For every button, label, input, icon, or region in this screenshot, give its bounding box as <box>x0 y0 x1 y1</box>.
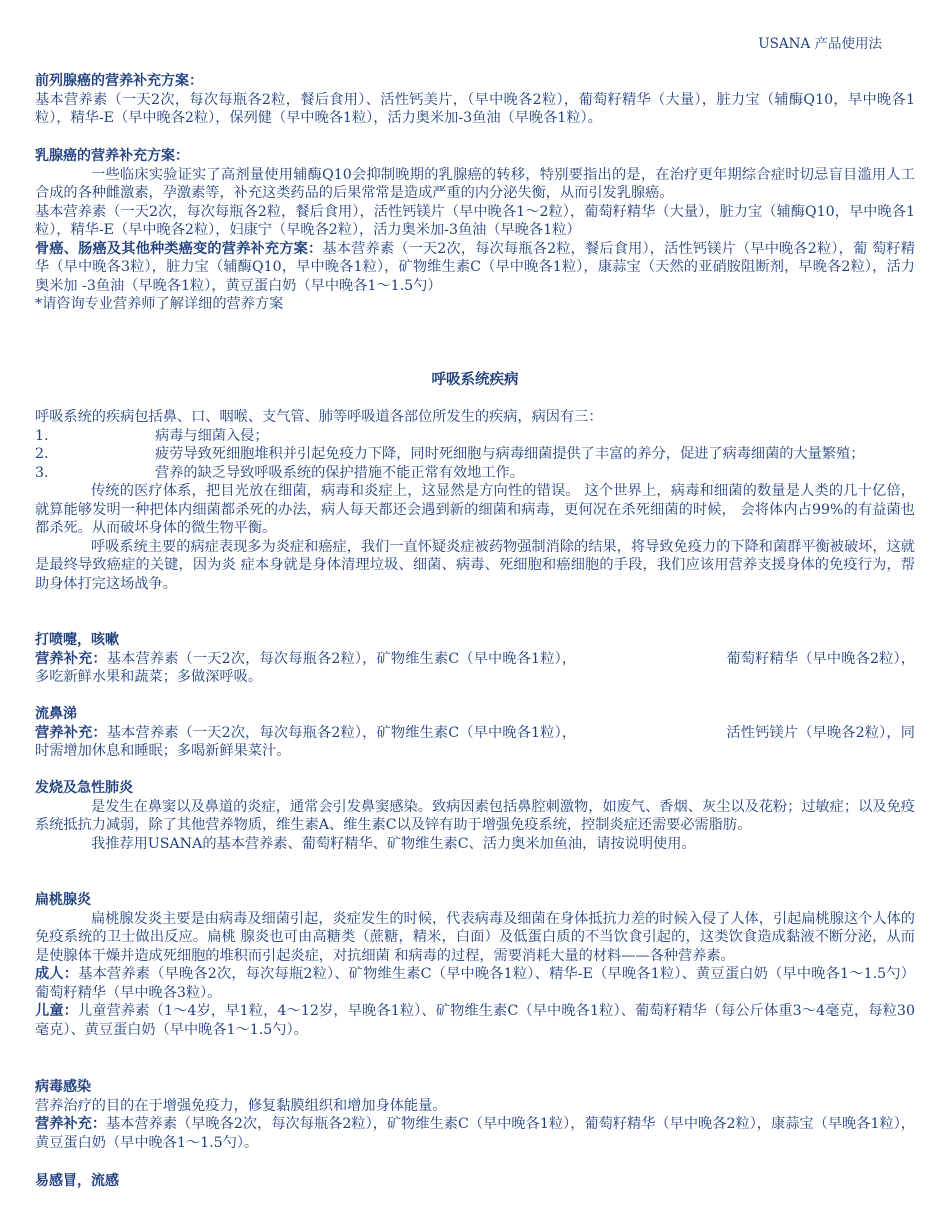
sneeze-section <box>35 631 915 687</box>
page-header: USANA 产品使用法 <box>758 36 882 52</box>
runny-text-part: 基本营养素（一天2次，每次每瓶各2粒），矿物维生素C（早中晚各1粒）， <box>106 724 577 741</box>
tonsil-adult <box>35 965 915 1002</box>
respiratory-intro: 呼吸系统的疾病包括鼻、口、咽喉、支气管、肺等呼吸道各部位所发生的疾病，病因有三： <box>35 409 603 425</box>
virus-text-part: 基本营养素（早晚各2次，每次每瓶各2粒），矿物维生素C（早中晚各1粒），葡萄籽精华（早中晚各2粒），康蒜宝（早晚各1粒），黄豆蛋白奶（早中晚各1～1.5勺）。 <box>35 1116 915 1151</box>
fever-paragraph: 我推荐用USANA的基本营养素、葡萄籽精华、矿物维生素C、活力奥米加鱼油，请按说明使用。 <box>91 835 696 852</box>
nutrition-label: 营养补充： <box>35 724 107 741</box>
cause-text: 营养的缺乏导致呼吸系统的保护措施不能正常有效地工作。 <box>155 464 524 481</box>
sneeze-text-part: 基本营养素（一天2次，每次每瓶各2粒），矿物维生素C（早中晚各1粒）， <box>106 650 577 667</box>
breast-section <box>35 147 915 314</box>
breast-title: 乳腺癌的营养补充方案： <box>35 148 189 164</box>
tonsil-section <box>35 891 915 1039</box>
prostate-title: 前列腺癌的营养补充方案： <box>35 73 203 89</box>
fever-paragraph: 是发生在鼻窦以及鼻道的炎症，通常会引发鼻窦感染。致病因素包括鼻腔刺激物，如废气、香烟、灰尘以及花粉；过敏症；以及免疫系统抵抗力减弱，除了其他营养物质，维生素A、维生素C以及锌有助于增强免疫系统，控制炎症还需要必需脂肪。 <box>35 798 915 833</box>
fever-title: 发烧及急性肺炎 <box>35 780 133 796</box>
virus-title: 病毒感染 <box>35 1079 91 1095</box>
virus-text <box>35 1115 915 1152</box>
cause-text: 病毒与细菌入侵； <box>155 427 269 444</box>
bone-title: 骨癌、肠癌及其他种类癌变的营养补充方案： <box>35 240 323 257</box>
tonsil-title: 扁桃腺炎 <box>35 892 91 908</box>
sneeze-text <box>35 650 915 687</box>
runny-title: 流鼻涕 <box>35 706 77 722</box>
cold-section <box>35 1172 915 1191</box>
respiratory-paragraph: 呼吸系统主要的病症表现多为炎症和癌症，我们一直怀疑炎症被药物强制消除的结果，将导致免疫力的下降和菌群平衡被破坏，这就是最终导致癌症的关键，因为炎 症本身就是身体清理垃圾、细菌、病毒、死细胞和癌细胞的手段，我们应该用营养支援身体的免疫行为，帮助身体打完这场战争。 <box>35 538 915 592</box>
fever-section <box>35 779 915 853</box>
child-label: 儿童： <box>35 1003 78 1019</box>
runny-section <box>35 705 915 761</box>
bone-paragraph <box>35 240 915 296</box>
prostate-section <box>35 72 915 128</box>
sneeze-text-part: （早中晚各2粒），多吃新鲜水果和蔬菜；多做深呼吸。 <box>35 650 915 685</box>
respiratory-title: 呼吸系统疾病 <box>431 372 519 388</box>
adult-label: 成人： <box>35 966 79 982</box>
breast-intro: 一些临床实验证实了高剂量使用辅酶Q10会抑制晚期的乳腺癌的转移，特别要指出的是，在治疗更年期综合症时切忌盲目滥用人工合成的各种雌激素，孕激素等，补充这类药品的后果常常是造成严重的内分泌失衡，从而引发乳腺癌。 <box>35 166 915 201</box>
cause-number: 3. <box>35 464 49 481</box>
nutrition-label: 营养补充： <box>35 650 107 667</box>
virus-section <box>35 1078 915 1152</box>
tonsil-child <box>35 1002 915 1039</box>
cause-item <box>35 445 915 464</box>
bone-text: 基本营养素（一天2次，每次每瓶各2粒，餐后食用），活性钙镁片（早中晚各2粒），葡 萄籽精华（早中晚各3粒），脏力宝（辅酶Q10，早中晚各1粒），矿物维生素C（早中晚各1粒），康蒜宝（天然的亚硝胺阻断剂，早晚各2粒），活力奥米加 -3鱼油（早晚各1粒），黄豆蛋白奶（早中晚各1～1.5勺） <box>35 240 915 294</box>
respiratory-paragraph: 传统的医疗体系，把目光放在细菌，病毒和炎症上，这显然是方向性的错误。 这个世界上，病毒和细菌的数量是人类的几十亿倍，就算能够发明一种把体内细菌都杀死的办法，病人每天都还会遇到新的细菌和病毒，更何况在杀死细菌的时候， 会将体内占99%的有益菌也都杀死。从而破坏身体的微生物平衡。 <box>35 483 915 536</box>
child-text: 儿童营养素（1～4岁，早1粒，4～12岁，早晚各1粒）、矿物维生素C（早中晚各1粒）、葡萄籽精华（每公斤体重3～4毫克，每粒30毫克）、黄豆蛋白奶（早中晚各1～1.5勺）。 <box>35 1003 915 1038</box>
consult-note: *请咨询专业营养师了解详细的营养方案 <box>35 296 284 312</box>
runny-text-part: 活性钙镁片 <box>726 724 799 741</box>
cause-number: 1. <box>35 427 49 444</box>
cause-item <box>35 427 915 446</box>
adult-text: 基本营养素（早晚各2次，每次每瓶2粒）、矿物维生素C（早中晚各1粒）、精华-E（早晚各1粒）、黄豆蛋白奶（早中晚各1～1.5勺） 葡萄籽精华（早中晚各3粒）。 <box>35 966 915 1001</box>
sneeze-text-part: 葡萄籽精华 <box>726 650 799 667</box>
runny-text-part: （早晚各2粒），同时需增加休息和睡眠；多喝新鲜果菜汁。 <box>35 724 915 759</box>
cold-title: 易感冒，流感 <box>35 1173 119 1189</box>
cause-text: 疲劳导致死细胞堆积并引起免疫力下降，同时死细胞与病毒细菌提供了丰富的养分，促进了病毒细菌的大量繁殖； <box>155 446 865 462</box>
virus-intro: 营养治疗的目的在于增强免疫力，修复黏膜组织和增加身体能量。 <box>35 1097 447 1114</box>
cause-item <box>35 464 915 483</box>
nutrition-label: 营养补充： <box>35 1116 107 1132</box>
cause-number: 2. <box>35 446 49 462</box>
respiratory-section <box>35 408 915 593</box>
sneeze-title: 打喷嚏，咳嗽 <box>35 632 119 648</box>
runny-text <box>35 724 915 761</box>
prostate-text: 基本营养素（一天2次，每次每瓶各2粒，餐后食用）、活性钙美片，（早中晚各2粒），葡萄籽精华（大量），脏力宝（辅酶Q10，早中晚各1粒），精华-E（早中晚各2粒），保列健（早中晚各1粒），活力奥米加-3鱼油（早晚各1粒）。 <box>35 91 915 126</box>
tonsil-paragraph: 扁桃腺发炎主要是由病毒及细菌引起，炎症发生的时候，代表病毒及细菌在身体抵抗力差的时候入侵了人体，引起扁桃腺这个人体的免疫系统的卫士做出反应。扁桃 腺炎也可由高糖类（蔗糖，精米，白面）及低蛋白质的不当饮食引起的，这类饮食造成黏液不断分泌，从而是使腺体干燥并造成死细胞的堆积而引起炎症，对抗细菌 和病毒的过程，需要消耗大量的材料——各种营养素。 <box>35 910 915 964</box>
breast-text: 基本营养素（一天2次，每次每瓶各2粒，餐后食用），活性钙镁片（早中晚各1～2粒），葡萄籽精华（大量），脏力宝（辅酶Q10，早中晚各1粒），精华-E（早中晚各2粒），妇康宁（早晚各2粒），活力奥米加-3鱼油（早晚各1粒） <box>35 203 915 238</box>
